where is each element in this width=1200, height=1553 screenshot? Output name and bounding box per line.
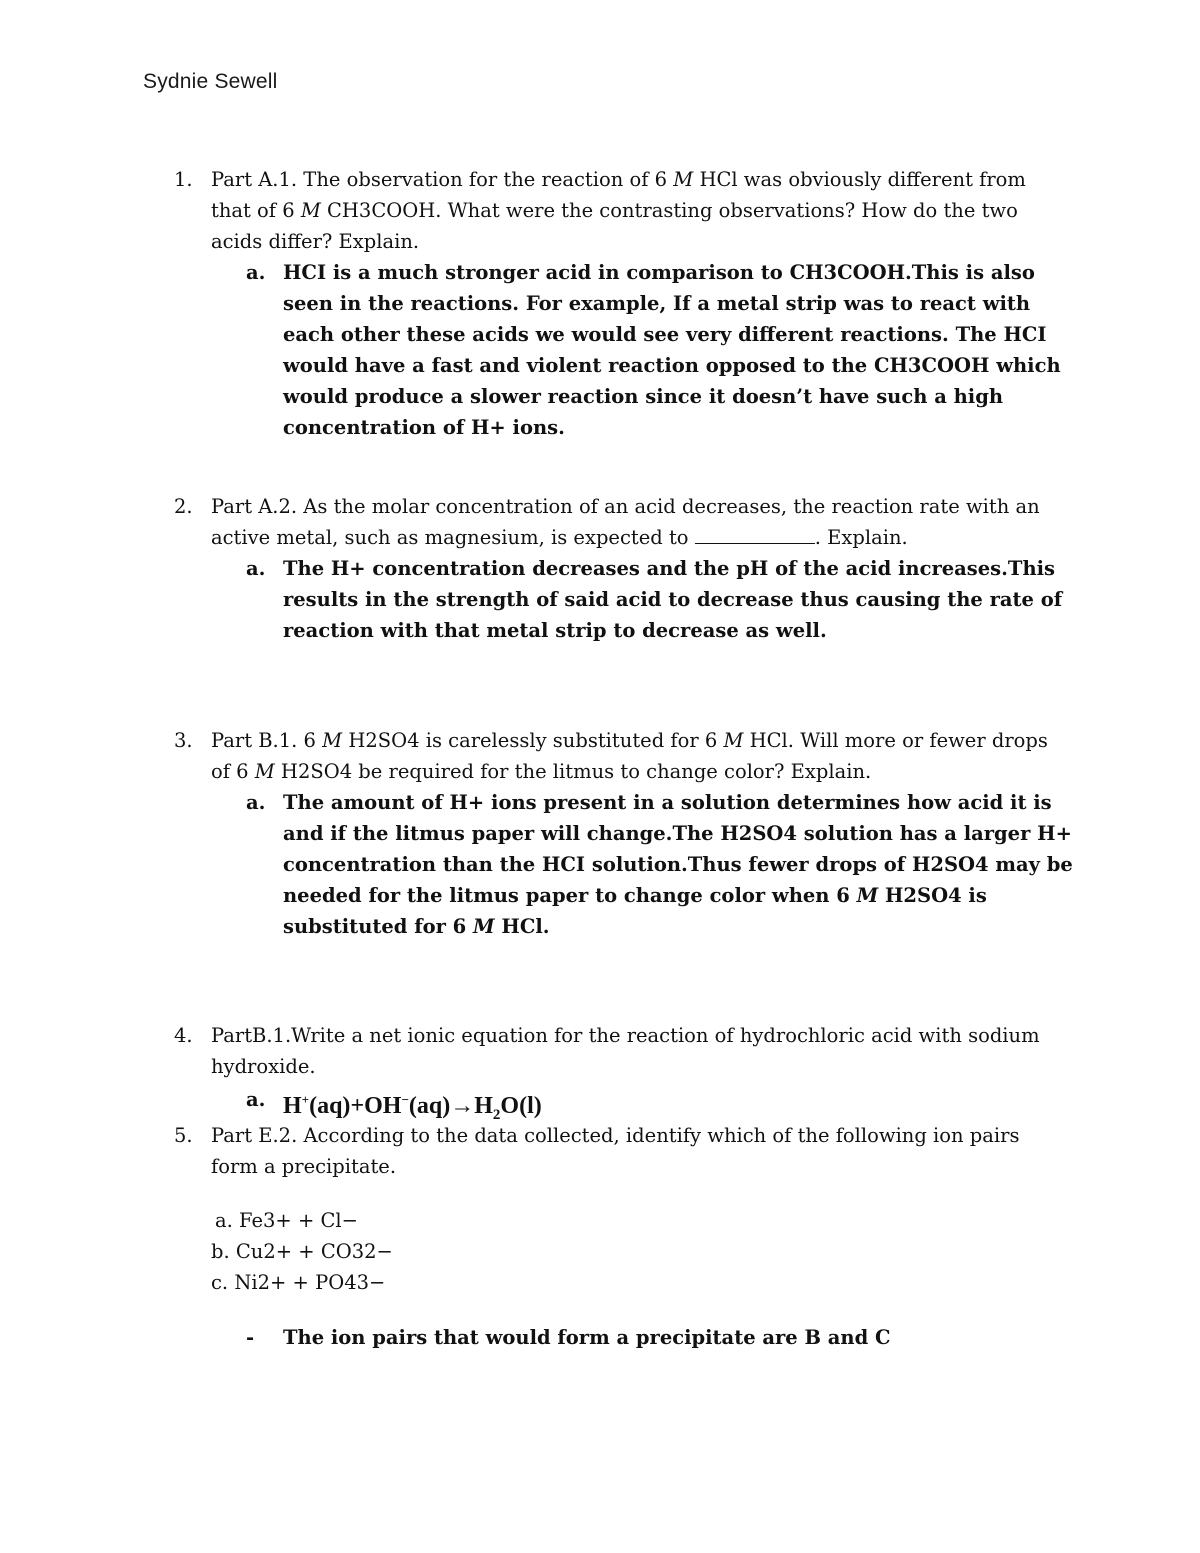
question-number: 3. <box>174 729 193 752</box>
question-number: 5. <box>174 1124 193 1147</box>
option-b: b. Cu2+ + CO32− <box>211 1240 393 1263</box>
answer-text: The amount of H+ ions present in a solution determines how acid it is and if the litmus paper will change.The H2SO4 solution has a larger H+ concentration than the HCI solution.Thus fewer drops of H2SO4 may be needed for the litmus paper to change color when 6 M H2SO4 is substituted for 6 M HCl. <box>283 791 1073 938</box>
question-number: 4. <box>174 1024 193 1047</box>
question-prompt: PartB.1.Write a net ionic equation for the reaction of hydrochloric acid with sodium hydroxide. <box>211 1024 1040 1078</box>
question-prompt: Part A.1. The observation for the reaction of 6 M HCl was obviously different from that of 6 M CH3COOH. What were the contrasting observations? How do the two acids differ? Explain. <box>211 168 1026 253</box>
answer-text: The H+ concentration decreases and the pH of the acid increases.This results in the strength of said acid to decrease thus causing the rate of reaction with that metal strip to decrease as well. <box>283 557 1063 642</box>
fill-in-blank <box>695 525 815 544</box>
question-number: 2. <box>174 495 193 518</box>
answer-text: HCI is a much stronger acid in comparison to CH3COOH.This is also seen in the reactions. For example, If a metal strip was to react with each other these acids we would see very different reactions. The HCI would have a fast and violent reaction opposed to the CH3COOH which would produce a slower reaction since it doesn’t have such a high concentration of H+ ions. <box>283 261 1061 439</box>
option-a: a. Fe3+ + Cl− <box>215 1209 359 1232</box>
answer-letter: a. <box>246 261 266 284</box>
conclusion-text: The ion pairs that would form a precipitate are B and C <box>283 1326 891 1349</box>
question-prompt: Part E.2. According to the data collected, identify which of the following ion pairs form a precipitate. <box>211 1124 1020 1178</box>
answer-letter: a. <box>246 557 266 580</box>
option-c: c. Ni2+ + PO43− <box>211 1271 386 1294</box>
answer-letter: a. <box>246 1088 266 1111</box>
question-prompt: Part A.2. As the molar concentration of an acid decreases, the reaction rate with an active metal, such as magnesium, is expected to . Explain. <box>211 495 1040 549</box>
conclusion-dash: - <box>246 1326 255 1349</box>
answer-letter: a. <box>246 791 266 814</box>
question-number: 1. <box>174 168 193 191</box>
net-ionic-equation: $H^+(aq)+OH^-(aq)\to H_2O(l)$ <box>283 1092 542 1123</box>
question-prompt: Part B.1. 6 M H2SO4 is carelessly substituted for 6 M HCl. Will more or fewer drops of 6 M H2SO4 be required for the litmus to change color? Explain. <box>211 729 1048 783</box>
author-name: Sydnie Sewell <box>143 70 278 93</box>
